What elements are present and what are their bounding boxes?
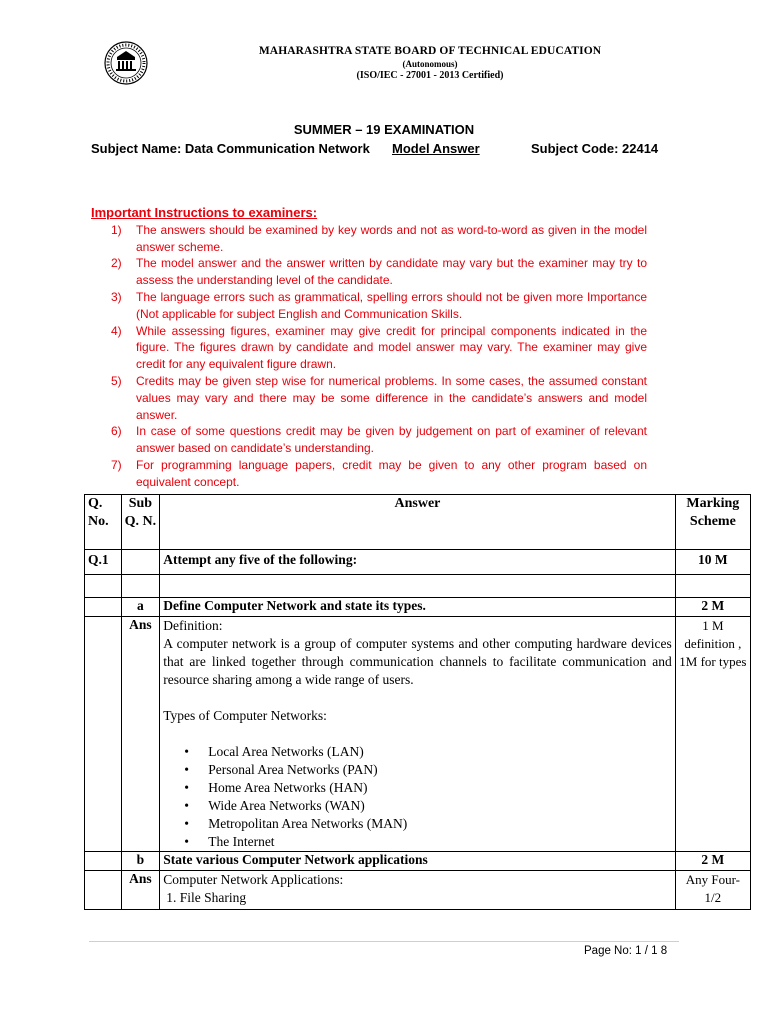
- subq-a-question: Define Computer Network and state its types.: [160, 598, 676, 617]
- subquestion-row: [85, 852, 751, 871]
- header-marking: Marking Scheme: [675, 495, 750, 550]
- subq-a-label: a: [121, 598, 160, 617]
- instruction-item: 7) For programming language papers, credit may be given to any other program based on equivalent concept.: [111, 457, 647, 489]
- subquestion-row: [85, 598, 751, 617]
- subject-name: Subject Name: Data Communication Network: [91, 141, 370, 156]
- apps-label: Computer Network Applications:: [163, 872, 344, 887]
- marking-note-a: 1 M definition , 1M for types: [675, 617, 750, 852]
- first-app: 1. File Sharing: [166, 890, 247, 905]
- board-title: MAHARASHTRA STATE BOARD OF TECHNICAL EDUCATION: [258, 45, 602, 57]
- answer-row: [85, 871, 751, 910]
- instruction-item: 3) The language errors such as grammatical, spelling errors should not be given more Importance (Not applicable for subject English and Communication Skills.: [111, 289, 647, 321]
- instruction-item: 1) The answers should be examined by key words and not as word-to-word as given in the model answer scheme.: [111, 222, 647, 254]
- types-label: Types of Computer Networks:: [163, 708, 327, 723]
- answer-row: [85, 617, 751, 852]
- network-types-list: [163, 743, 672, 851]
- board-autonomous: (Autonomous): [402, 59, 458, 69]
- list-item: • Metropolitan Area Networks (MAN): [163, 815, 672, 833]
- answer-table: [84, 494, 751, 910]
- spacer-row: [85, 575, 751, 598]
- subject-code: Subject Code: 22414: [531, 141, 659, 156]
- subq-b-label: b: [121, 852, 160, 871]
- instruction-item: 2) The model answer and the answer written by candidate may vary but the examiner may try to assess the understanding level of the candidate.: [111, 256, 647, 288]
- board-header: [150, 45, 710, 81]
- q1-marks: 10 M: [675, 550, 750, 575]
- ans-b-label: Ans: [121, 871, 160, 910]
- list-item: • Wide Area Networks (WAN): [163, 797, 672, 815]
- instruction-item: 4) While assessing figures, examiner may give credit for principal components indicated in the figure. The figures drawn by candidate and model answer may vary. The examiner may give credit for any equivalent figure drawn.: [111, 323, 647, 372]
- msbte-logo: [103, 40, 149, 86]
- marking-note-b: Any Four- 1/2: [675, 871, 750, 910]
- instruction-item: 5) Credits may be given step wise for numerical problems. In some cases, the assumed constant values may vary and there may be some difference in the candidate’s answers and model answer.: [111, 373, 647, 422]
- answer-a-body: [160, 617, 676, 852]
- footer-divider: [89, 941, 679, 942]
- subq-b-marks: 2 M: [675, 852, 750, 871]
- page-number: Page No: 1 / 1 8: [584, 945, 668, 957]
- model-answer-label: Model Answer: [392, 141, 480, 156]
- header-subqn: Sub Q. N.: [121, 495, 160, 550]
- table-header-row: [85, 495, 751, 550]
- list-item: • Local Area Networks (LAN): [163, 743, 672, 761]
- instructions-heading: Important Instructions to examiners:: [91, 205, 318, 220]
- q1-instruction: Attempt any five of the following:: [160, 550, 676, 575]
- list-item: • The Internet: [163, 833, 672, 851]
- exam-title: SUMMER – 19 EXAMINATION: [293, 122, 475, 137]
- header-answer: Answer: [160, 495, 676, 550]
- question-row: [85, 550, 751, 575]
- instruction-item: 6) In case of some questions credit may be given by judgement on part of examiner of relevant answer based on candidate’s understanding.: [111, 424, 647, 456]
- answer-b-body: [160, 871, 676, 910]
- header-qno: Q. No.: [85, 495, 122, 550]
- instructions-list: [91, 222, 647, 491]
- definition-label: Definition:: [163, 618, 223, 633]
- subq-a-marks: 2 M: [675, 598, 750, 617]
- list-item: • Home Area Networks (HAN): [163, 779, 672, 797]
- ans-a-label: Ans: [121, 617, 160, 852]
- subq-b-question: State various Computer Network applications: [160, 852, 676, 871]
- q1-number: Q.1: [85, 550, 122, 575]
- board-iso: (ISO/IEC - 27001 - 2013 Certified): [356, 70, 504, 81]
- definition-text: A computer network is a group of computer systems and other computing hardware devices that are linked together through communication channels to facilitate communication and resource sharing among a wide range of users.: [163, 636, 672, 687]
- examiner-instructions: [91, 205, 647, 491]
- list-item: • Personal Area Networks (PAN): [163, 761, 672, 779]
